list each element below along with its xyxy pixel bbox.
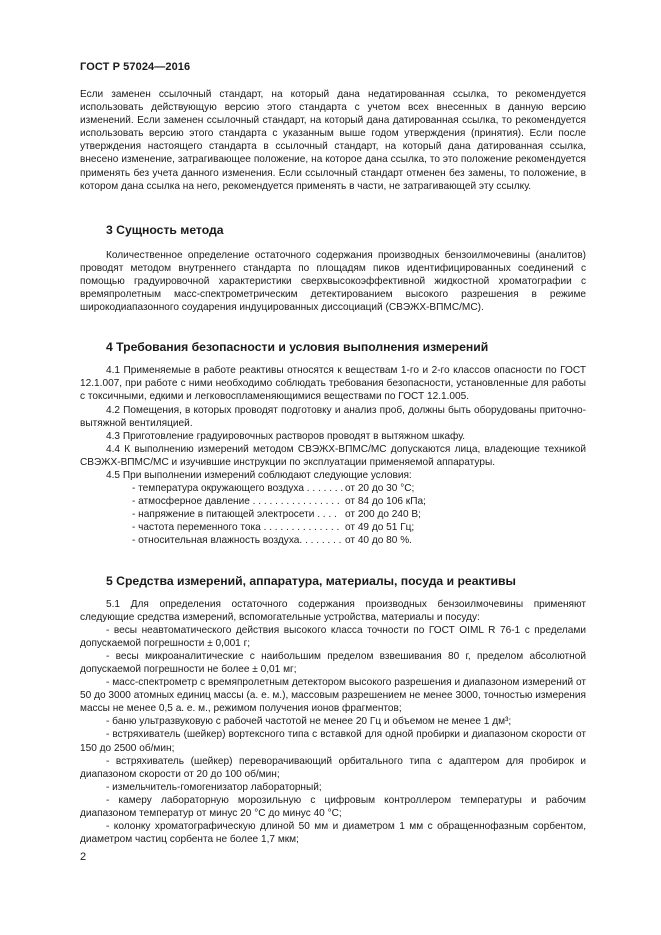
condition-label: - атмосферное давление . . . . . . . . . . . . . . . . (132, 496, 340, 508)
section-4-title: 4 Требования безопасности и условия выполнения измерений (106, 340, 489, 355)
condition-label: - частота переменного тока . . . . . . . . . . . . . . (132, 522, 340, 534)
clause-4-2: 4.2 Помещения, в которых проводят подготовку и анализ проб, должны быть оборудованы приточно-вытяжной вентиляцией. (80, 404, 586, 429)
list-item: - масс-спектрометр с времяпролетным детектором высокого разрешения и диапазоном измерений от 50 до 3000 атомных единиц массы (а. е. м.), массовым разрешением не менее 3000, точностью измерения массы не менее 0,5 а. е. м., режимом получения ионов фрагментов; (80, 677, 586, 715)
clause-4-1: 4.1 Применяемые в работе реактивы относятся к веществам 1-го и 2-го классов опасности по ГОСТ 12.1.007, при работе с ними необходимо соблюдать требования безопасности, установленные для работы с токсичными, едкими и легковоспламеняющимися веществами по ГОСТ 12.1.005. (80, 365, 586, 403)
page-number: 2 (80, 851, 87, 863)
list-item: - камеру лабораторную морозильную с цифровым контроллером температуры и рабочим диапазоном температур от минус 20 °С до минус 40 °С; (80, 794, 586, 820)
list-item: - весы микроаналитические с наибольшим пределом взвешивания 80 г, пределом абсолютной допускаемой погрешности не более ± 0,01 мг; (80, 650, 586, 675)
section-3-paragraph: Количественное определение остаточного содержания производных бензоилмочевины (аналитов) проводят методом внутреннего стандарта по площадям пиков идентифицированных соединений с помощью градуировочной характеристики сверхвысокоэффективной жидкостной хроматографии с времяпролетным масс-спектрометрическим детектированием высокого разрешения в режиме широкодиапазонного соударения индуцированных диссоциаций (СВЭЖХ-ВПМС/МС). (80, 249, 586, 314)
clause-4-3: 4.3 Приготовление градуировочных растворов проводят в вытяжном шкафу. (106, 430, 466, 442)
condition-label: - температура окружающего воздуха . . . . . . . (132, 483, 344, 495)
list-item: - измельчитель-гомогенизатор лабораторный; (106, 781, 322, 793)
condition-row (80, 482, 586, 495)
section-3-title: 3 Сущность метода (106, 222, 224, 237)
condition-row (80, 508, 586, 521)
clause-5-1: 5.1 Для определения остаточного содержания производных бензоилмочевины применяют следующие средства измерений, вспомогательные устройства, материалы и посуду: (80, 598, 586, 623)
condition-value: от 40 до 80 %. (345, 535, 412, 547)
list-item: - встряхиватель (шейкер) вортексного типа с вставкой для одной пробирки и диапазоном скорости от 150 до 2500 об/мин; (80, 729, 586, 754)
condition-label: - относительная влажность воздуха. . . . . . . . (132, 535, 342, 547)
list-item: - встряхиватель (шейкер) переворачивающий орбитального типа с адаптером для пробирок и диапазоном скорости от 20 до 100 об/мин; (80, 755, 586, 780)
condition-row (80, 495, 586, 508)
condition-value: от 20 до 30 °С; (345, 483, 415, 495)
list-item: - весы неавтоматического действия высокого класса точности по ГОСТ OIML R 76-1 с пределами допускаемой погрешности ± 0,001 г; (80, 624, 586, 649)
condition-value: от 200 до 240 В; (345, 509, 421, 521)
list-item: - баню ультразвуковую с рабочей частотой не менее 20 Гц и объемом не менее 1 дм³; (106, 716, 512, 728)
condition-label: - напряжение в питающей электросети . . . . (132, 509, 337, 521)
condition-row (80, 534, 586, 547)
clause-4-5: 4.5 При выполнении измерений соблюдают следующие условия: (106, 469, 412, 481)
document-code-header: ГОСТ Р 57024—2016 (80, 61, 191, 73)
clause-4-4: 4.4 К выполнению измерений методом СВЭЖХ-ВПМС/МС допускаются лица, владеющие техникой СВЭЖХ-ВПМС/МС и изучившие инструкции по эксплуатации применяемой аппаратуры. (80, 443, 586, 468)
conditions-list (80, 482, 586, 547)
condition-value: от 49 до 51 Гц; (345, 522, 415, 534)
list-item: - колонку хроматографическую длиной 50 мм и диаметром 1 мм с обращеннофазным сорбентом, диаметром частиц сорбента не более 1,7 мкм; (80, 821, 586, 846)
intro-paragraph: Если заменен ссылочный стандарт, на который дана недатированная ссылка, то рекомендуется использовать действующую версию этого стандарта с учетом всех внесенных в данную версию изменений. Если заменен ссылочный стандарт, на который дана датированная ссылка, то рекомендуется использовать версию этого стандарта с указанным выше годом утверждения (принятия). Если после утверждения настоящего стандарта в ссылочный стандарт, на который дана датированная ссылка, внесено изменение, затрагивающее положение, на которое дана ссылка, то это положение рекомендуется применять без учета данного изменения. Если ссылочный стандарт отменен без замены, то положение, в котором дана ссылка на него, рекомендуется применять в части, не затрагивающей эту ссылку. (80, 89, 586, 192)
condition-value: от 84 до 106 кПа; (345, 496, 426, 508)
condition-row (80, 521, 586, 534)
section-5-title: 5 Средства измерений, аппаратура, материалы, посуда и реактивы (106, 573, 516, 588)
document-body (80, 88, 586, 846)
